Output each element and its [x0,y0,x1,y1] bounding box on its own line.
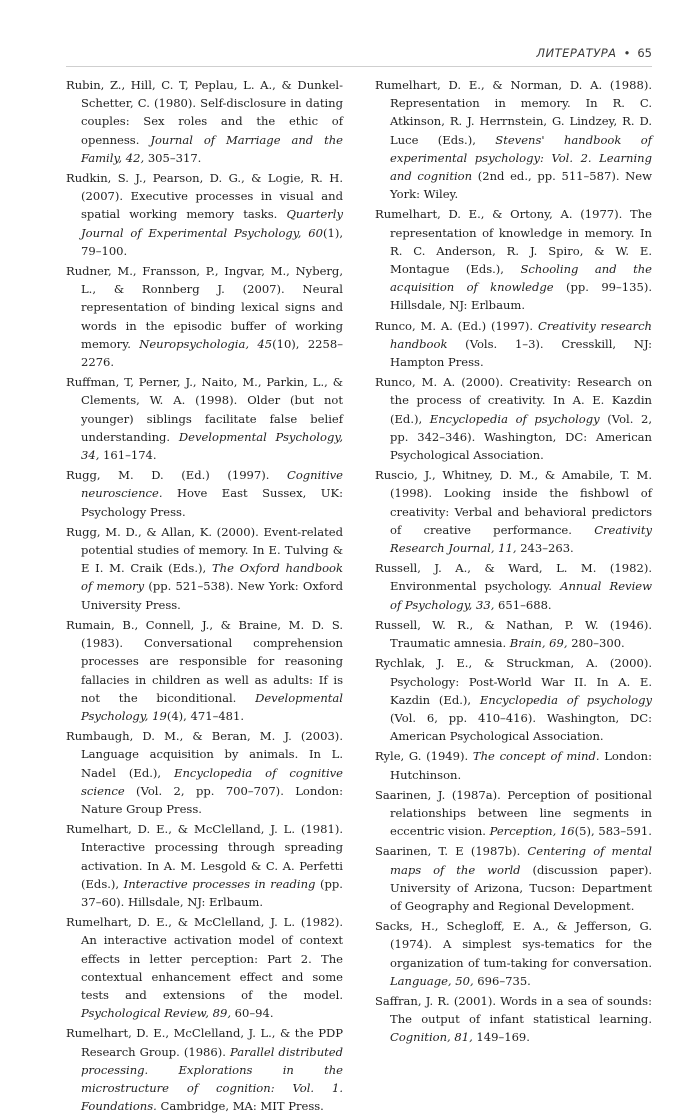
reference-source-italic: Creativity research handbook [390,318,652,351]
reference-text: (4), 471–481. [166,708,245,723]
reference-text: 243–263. [516,541,574,556]
reference-text: Ruffman, T, Perner, J., Naito, M., Parkin, L., & Clements, W. A. (1998). Older (but not younger) siblings facilitate false belief understanding. [66,375,343,444]
reference-entry [375,917,652,990]
reference-text: Rudner, M., Fransson, P., Ingvar, M., Nyberg, L., & Ronnberg J. (2007). Neural representation of binding lexical signs and words in the episodic buffer of working memory. [66,264,343,351]
reference-source-italic: Creativity Research Journal, 11, [390,522,652,556]
reference-entry [66,820,343,911]
reference-text: (discussion paper). University of Arizona, Tucson: Department of Geography and Regional Development. [390,862,652,913]
reference-text: Russell, W. R., & Nathan, P. W. (1946). Traumatic amnesia. [375,617,652,651]
reference-entry [375,76,652,203]
reference-text: Rumelhart, D. E., & McClelland, J. L. (1981). Interactive processing through spreading activation. In A. M. Lesgold & C. A. Perfetti (Eds.), [66,822,343,891]
reference-text: 280–300. [567,636,625,651]
reference-entry [66,466,343,521]
reference-text: 149–169. [472,1030,530,1045]
reference-source-italic: Quarterly Journal of Experimental Psychology, 60 [81,207,343,240]
reference-text: Rumelhart, D. E., & Norman, D. A. (1988). Representation in memory. In R. C. Atkinson, R. J. Herrnstein, G. Lindzey, R. D. Luce (Eds.), [375,78,652,147]
reference-text: (2nd ed., pp. 511–587). New York: Wiley. [390,169,653,202]
reference-entry [66,373,343,464]
reference-text: (Vol. 6, pp. 410–416). Washington, DC: American Psychological Association. [390,710,652,744]
reference-entry [66,1024,343,1115]
reference-source-italic: Brain, 69, [509,636,568,651]
reference-text: Rumain, B., Connell, J., & Braine, M. D. S. (1983). Conversational comprehension processes are responsible for reasoning fallacies in children as well as adults: If is not the biconditional. [66,617,343,705]
reference-source-italic: Stevens' handbook of experimental psychology: Vol. 2. Learning and cognition [390,132,652,184]
header-rule [66,66,652,67]
reference-column-right [375,76,652,1049]
reference-source-italic: Cognition, 81, [390,1030,473,1045]
reference-entry [375,373,652,464]
reference-text: Ryle, G. (1949). [375,749,473,764]
reference-text: Rubin, Z., Hill, C. T, Peplau, L. A., & Dunkel-Schetter, C. (1980). Self-disclosure in dating couples: Sex roles and the ethic of openness. [66,78,343,147]
reference-source-italic: Interactive processes in reading [123,876,316,891]
reference-text: London: Hutchinson. [390,749,652,782]
reference-text: Ruscio, J., Whitney, D. M., & Amabile, T. M. (1998). Looking inside the fishbowl of creativity: Verbal and behavioral predictors of creative performance. [375,468,652,537]
reference-entry [375,616,652,652]
reference-text: (Vol. 2, pp. 342–346). Washington, DC: American Psychological Association. [390,411,653,463]
reference-text: 651–688. [494,597,552,612]
reference-text: Runco, M. A. (Ed.) (1997). [375,318,538,333]
reference-source-italic: Cognitive neuroscience. [81,468,343,501]
reference-text: (Vol. 2, pp. 700–707). London: Nature Group Press. [81,783,343,816]
reference-text: Rugg, M. D., & Allan, K. (2000). Event-related potential studies of memory. In E. Tulving & E I. M. Craik (Eds.), [66,524,343,576]
reference-entry [375,466,652,557]
reference-text: (10), 2258–2276. [81,336,343,370]
reference-entry [66,169,343,260]
reference-entry [66,523,343,614]
reference-entry [375,205,652,314]
reference-text: Rychlak, J. E., & Struckman, A. (2000). Psychology: Post-World War II. In A. E. Kazdin (Ed.), [375,656,652,707]
reference-text: Rudkin, S. J., Pearson, D. G., & Logie, R. H. (2007). Executive processes in visual and spatial working memory tasks. [66,171,343,222]
reference-text: Saarinen, J. (1987a). Perception of positional relationships between line segments in eccentric vision. [375,787,652,839]
running-header [66,46,652,60]
reference-source-italic: Psychological Review, 89, [81,1006,232,1021]
reference-source-italic: Journal of Marriage and the Family, 42, [81,132,343,165]
reference-text: Sacks, H., Schegloff, E. A., & Jefferson, G. (1974). A simplest sys-tematics for the organization of tum-taking for conversation. [375,919,652,970]
reference-text: 60–94. [231,1006,274,1021]
reference-text: Russell, J. A., & Ward, L. M. (1982). Environmental psychology. [375,561,652,594]
reference-column-left [66,76,343,1117]
reference-text: Saffran, J. R. (2001). Words in a sea of sounds: The output of infant statistical learning. [375,993,652,1027]
reference-text: (pp. 521–538). New York: Oxford University Press. [81,579,343,612]
page-number: 65 [637,46,652,60]
reference-text: Rumelhart, D. E., McClelland, J. L., & the PDP Research Group. (1986). [66,1026,343,1059]
reference-entry [375,786,652,841]
reference-source-italic: The concept of mind. [472,749,600,764]
reference-source-italic: Encyclopedia of psychology [479,692,652,707]
reference-entry [375,654,652,745]
reference-entry [66,616,343,725]
reference-entry [66,727,343,818]
reference-text: Rugg, M. D. (Ed.) (1997). [66,468,287,483]
reference-source-italic: Developmental Psychology, 34, [81,429,343,463]
reference-source-italic: Annual Review of Psychology, 33, [390,579,652,612]
reference-source-italic: Perception, 16 [489,824,575,839]
reference-entry [66,262,343,371]
reference-text: 161–174. [99,448,157,463]
reference-text: Rumelhart, D. E., & Ortony, A. (1977). The representation of knowledge in memory. In R. C. Anderson, R. J. Spiro, & W. E. Montague (Eds.), [375,207,652,277]
reference-entry [66,76,343,167]
reference-entry [375,842,652,915]
reference-text: 696–735. [473,973,531,988]
reference-entry [375,559,652,614]
header-bullet: • [623,46,631,60]
reference-text: (1), 79–100. [81,225,343,258]
reference-source-italic: The Oxford handbook of memory [81,561,343,594]
reference-text: Rumelhart, D. E., & McClelland, J. L. (1982). An interactive activation model of context effects in letter perception: Part 2. The contextual enhancement effect and some tests and extensions of the model. [66,915,343,1002]
reference-source-italic: Centering of mental maps of the world [390,844,652,877]
reference-source-italic: Parallel distributed processing. Explorations in the microstructure of cognition: Vol. 1. Foundations. [81,1044,343,1114]
reference-text: Runco, M. A. (2000). Creativity: Research on the process of creativity. In A. E. Kazdin (Ed.), [375,375,652,426]
running-title: ЛИТЕРАТУРА [536,46,617,60]
reference-entry [375,747,652,783]
reference-text: (pp. 37–60). Hillsdale, NJ: Erlbaum. [81,876,343,909]
reference-text: (5), 583–591. [574,824,652,839]
reference-text: Cambridge, MA: MIT Press. [156,1099,324,1114]
reference-entry [66,913,343,1022]
reference-text: 305–317. [144,150,202,165]
reference-text: Rumbaugh, D. M., & Beran, M. J. (2003). Language acquisition by animals. In L. Nadel (Ed.), [66,729,343,780]
reference-source-italic: Encyclopedia of psychology [429,411,600,426]
reference-entry [375,317,652,372]
reference-entry [375,992,652,1047]
reference-text: (Vols. 1–3). Cresskill, NJ: Hampton Press. [390,336,652,370]
reference-text: (pp. 99–135). Hillsdale, NJ: Erlbaum. [390,280,652,313]
reference-source-italic: Language, 50, [390,973,474,988]
reference-source-italic: Schooling and the acquisition of knowledge [390,262,652,295]
reference-text: Saarinen, T. E (1987b). [375,844,528,859]
reference-text: Hove East Sussex, UK: Psychology Press. [81,486,343,519]
reference-source-italic: Neuropsychologia, 45 [139,336,273,351]
reference-source-italic: Encyclopedia of cognitive science [81,765,343,798]
reference-source-italic: Developmental Psychology, 19 [81,690,343,723]
